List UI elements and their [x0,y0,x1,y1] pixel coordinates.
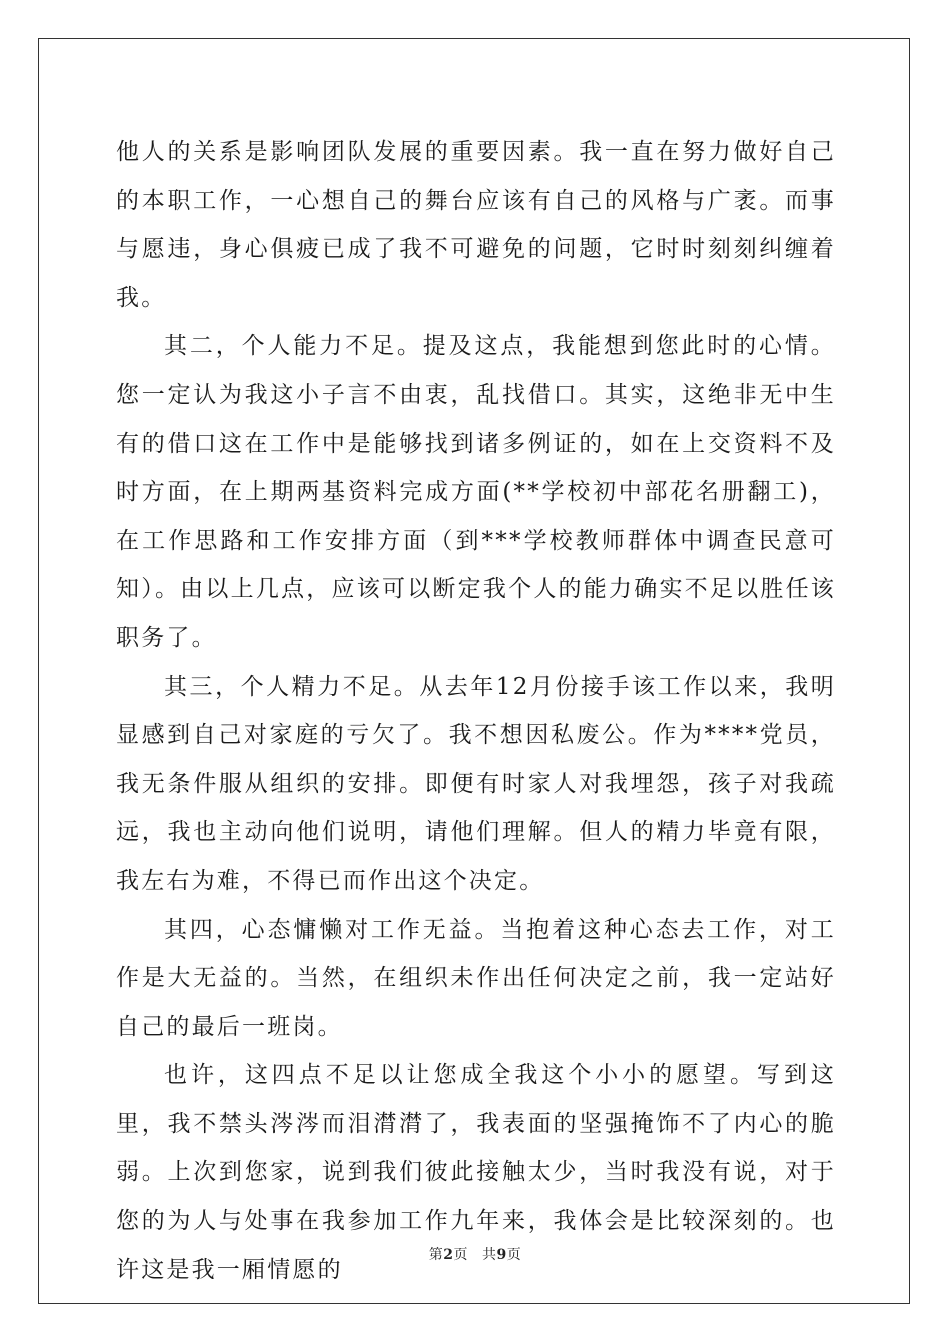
document-body [116,128,836,1294]
total-suffix: 页 [506,1247,522,1263]
page-footer [0,1244,950,1264]
page-prefix: 第 [428,1247,444,1263]
current-page-number: 2 [443,1247,454,1263]
paragraph-4: 其四，心态慵懒对工作无益。当抱着这种心态去工作，对工作是大无益的。当然，在组织未作出任何决定之前，我一定站好自己的最后一班岗。 [116,916,836,1040]
paragraph-2: 其二，个人能力不足。提及这点，我能想到您此时的心情。您一定认为我这小子言不由衷，乱找借口。其实，这绝非无中生有的借口这在工作中是能够找到诸多例证的，如在上交资料不及时方面，在上期两基资料完成方面(**学校初中部花名册翻工)，在工作思路和工作安排方面（到***学校教师群体中调查民意可知）。由以上几点，应该可以断定我个人的能力确实不足以胜任该职务了。 [116,333,836,651]
paragraph-5: 也许，这四点不足以让您成全我这个小小的愿望。写到这里，我不禁头涔涔而泪潸潸了，我表面的坚强掩饰不了内心的脆弱。上次到您家，说到我们彼此接触太少，当时我没有说，对于您的为人与处事在我参加工作九年来，我体会是比较深刻的。也许这是我一厢情愿的 [116,1062,836,1283]
total-pages-number: 9 [496,1247,507,1263]
paragraph-1: 他人的关系是影响团队发展的重要因素。我一直在努力做好自己的本职工作，一心想自己的舞台应该有自己的风格与广袤。而事与愿违，身心俱疲已成了我不可避免的问题，它时时刻刻纠缠着我。 [116,139,836,311]
total-prefix: 共 [482,1247,497,1263]
page-suffix: 页 [453,1247,468,1263]
paragraph-3: 其三，个人精力不足。从去年12月份接手该工作以来，我明显感到自己对家庭的亏欠了。我不想因私废公。作为****党员，我无条件服从组织的安排。即便有时家人对我埋怨，孩子对我疏远，我也主动向他们说明，请他们理解。但人的精力毕竟有限，我左右为难，不得已而作出这个决定。 [116,673,836,894]
